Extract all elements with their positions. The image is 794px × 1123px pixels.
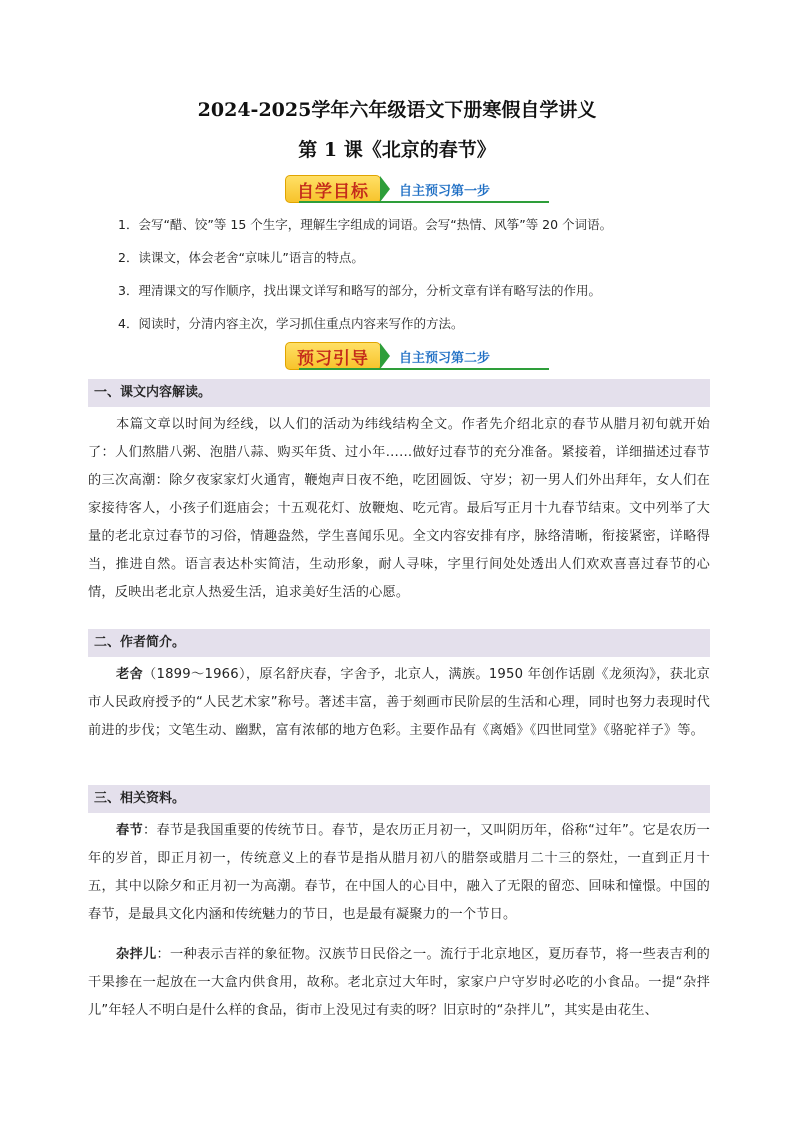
spring-festival-text: ：春节是我国重要的传统节日。春节，是农历正月初一，又叫阴历年，俗称“过年”。它是农历一年的岁首，即正月初一，传统意义上的春节是指从腊月初八的腊祭或腊月二十三的祭灶，一直到正月十五，其中以除夕和正月初一为高潮。春节，在中国人的心目中，融入了无限的留恋、回味和憧憬。中国的春节，是最具文化内涵和传统魅力的节日，也是最有凝聚力的一个节日。	[88, 823, 710, 922]
banner-arrow-icon	[380, 343, 390, 369]
section-paragraph-content: 本篇文章以时间为经线，以人们的活动为纬线结构全文。作者先介绍北京的春节从腊月初旬就开始了：人们熬腊八粥、泡腊八蒜、购买年货、过小年……做好过春节的充分准备。紧接着，详细描述过春节的三次高潮：除夕夜家家灯火通宵，鞭炮声日夜不绝，吃团圆饭、守岁；初一男人们外出拜年，女人们在家接待客人，小孩子们逛庙会；十五观花灯、放鞭炮、吃元宵。最后写正月十九春节结束。文中列举了大量的老北京过春节的习俗，情趣盎然，学生喜闻乐见。全文内容安排有序，脉络清晰，衔接紧密，详略得当，推进自然。语言表达朴实简洁，生动形象，耐人寻味，字里行间处处透出人们欢欢喜喜过春节的心情，反映出老北京人热爱生活，追求美好生活的心愿。	[88, 417, 710, 600]
banner-underline	[299, 368, 549, 370]
section-heading-content: 一、课文内容解读。	[88, 379, 710, 407]
author-text: （1899～1966），原名舒庆春，字舍予，北京人，满族。1950 年创作话剧《龙须沟》，获北京市人民政府授予的“人民艺术家”称号。著述丰富，善于刻画市民阶层的生活和心理，同时也努力表现时代前进的步伐；文笔生动、幽默，富有浓郁的地方色彩。主要作品有《离婚》《四世同堂》《骆驼祥子》等。	[88, 667, 710, 738]
goals-list	[118, 214, 718, 346]
author-name: 老舍	[116, 667, 143, 682]
banner-subtitle: 自主预习第二步	[399, 350, 491, 366]
document-title: 2024-2025学年六年级语文下册寒假自学讲义	[197, 99, 597, 121]
banner-label-box	[285, 342, 381, 370]
lesson-title: 第 1 课《北京的春节》	[298, 139, 496, 161]
section-paragraph-zabanr	[88, 941, 710, 1025]
goal-item: 4．阅读时，分清内容主次，学习抓住重点内容来写作的方法。	[118, 316, 464, 331]
banner-label: 自学目标	[297, 181, 369, 202]
banner-label-box	[285, 175, 381, 203]
banner-arrow-icon	[380, 176, 390, 202]
section-heading-materials: 三、相关资料。	[88, 785, 710, 813]
banner-underline	[299, 201, 549, 203]
goal-item: 1．会写“醋、饺”等 15 个生字，理解生字组成的词语。会写“热情、风筝”等 20 个词语。	[118, 217, 613, 232]
term-spring-festival: 春节	[116, 823, 143, 838]
banner-subtitle: 自主预习第一步	[399, 183, 491, 199]
term-zabanr: 杂拌儿	[116, 947, 157, 962]
zabanr-text: ：一种表示吉祥的象征物。汉族节日民俗之一。流行于北京地区，夏历春节，将一些表吉利的干果掺在一起放在一大盒内供食用，故称。老北京过大年时，家家户户守岁时必吃的小食品。一提“杂拌儿”年轻人不明白是什么样的食品，街市上没见过有卖的呀？旧京时的“杂拌儿”，其实是由花生、	[88, 947, 710, 1018]
section-paragraph-spring-festival	[88, 817, 710, 929]
banner-label: 预习引导	[297, 348, 369, 369]
section-paragraph-author	[88, 661, 710, 745]
banner-preview-guide	[285, 340, 490, 372]
goal-item: 2．读课文，体会老舍“京味儿”语言的特点。	[118, 250, 364, 265]
banner-self-study-goals	[285, 173, 490, 205]
goal-item: 3．理清课文的写作顺序，找出课文详写和略写的部分，分析文章有详有略写法的作用。	[118, 283, 601, 298]
section-heading-author: 二、作者简介。	[88, 629, 710, 657]
